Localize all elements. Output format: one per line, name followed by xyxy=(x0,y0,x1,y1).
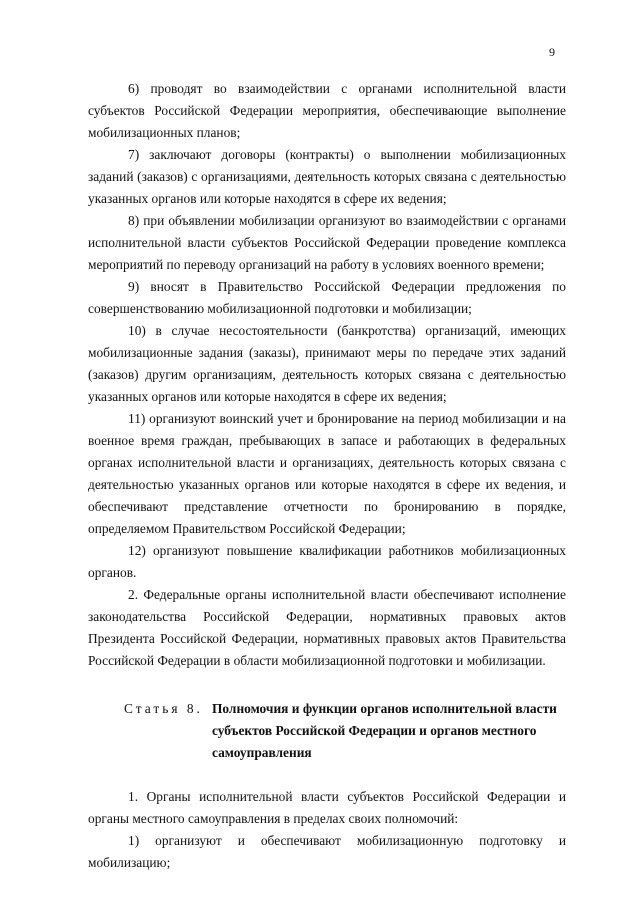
article-heading xyxy=(88,698,566,764)
paragraph-item-6: 6) проводят во взаимодействии с органами исполнительной власти субъектов Российской Федерации мероприятия, обеспечивающие выполнение мобилизационных планов; xyxy=(88,81,566,140)
article-label: Статья 8. xyxy=(124,701,203,716)
paragraph-item-8: 8) при объявлении мобилизации организуют во взаимодействии с органами исполнительной власти субъектов Российской Федерации проведение комплекса мероприятий по переводу организаций на работу в условиях военного времени; xyxy=(88,213,566,272)
paragraph-item-12: 12) организуют повышение квалификации работников мобилизационных органов. xyxy=(88,543,566,580)
page-number: 9 xyxy=(549,45,555,59)
paragraph-part-2: 2. Федеральные органы исполнительной власти обеспечивают исполнение законодательства Российской Федерации, нормативных правовых актов Президента Российской Федерации, нормативных правовых актов Правительства Российской Федерации в области мобилизационной подготовки и мобилизации. xyxy=(88,587,566,668)
paragraph-item-10: 10) в случае несостоятельности (банкротства) организаций, имеющих мобилизационные задания (заказы), принимают меры по передаче этих заданий (заказов) другим организациям, деятельность которых связана с деятельностью указанных органов или которые находятся в сфере их ведения; xyxy=(88,323,566,404)
paragraph-item-1: 1) организуют и обеспечивают мобилизационную подготовку и мобилизацию; xyxy=(88,833,566,870)
paragraph-item-9: 9) вносят в Правительство Российской Федерации предложения по совершенствованию мобилизационной подготовки и мобилизации; xyxy=(88,279,566,316)
paragraph-item-11: 11) организуют воинский учет и бронирование на период мобилизации и на военное время граждан, пребывающих в запасе и работающих в федеральных органах исполнительной власти и организациях, деятельность которых связана с деятельностью указанных органов или которые находятся в сфере их ведения, и обеспечивают представление отчетности по бронированию в порядке, определяемом Правительством Российской Федерации; xyxy=(88,411,566,536)
paragraph-item-7: 7) заключают договоры (контракты) о выполнении мобилизационных заданий (заказов) с организациями, деятельность которых связана с деятельностью указанных органов или которые находятся в сфере их ведения; xyxy=(88,147,566,206)
article-title: Полномочия и функции органов исполнительной власти субъектов Российской Федерации и органов местного самоуправления xyxy=(212,701,557,760)
document-body xyxy=(88,78,566,874)
paragraph-part-1: 1. Органы исполнительной власти субъектов Российской Федерации и органы местного самоуправления в пределах своих полномочий: xyxy=(88,789,566,826)
